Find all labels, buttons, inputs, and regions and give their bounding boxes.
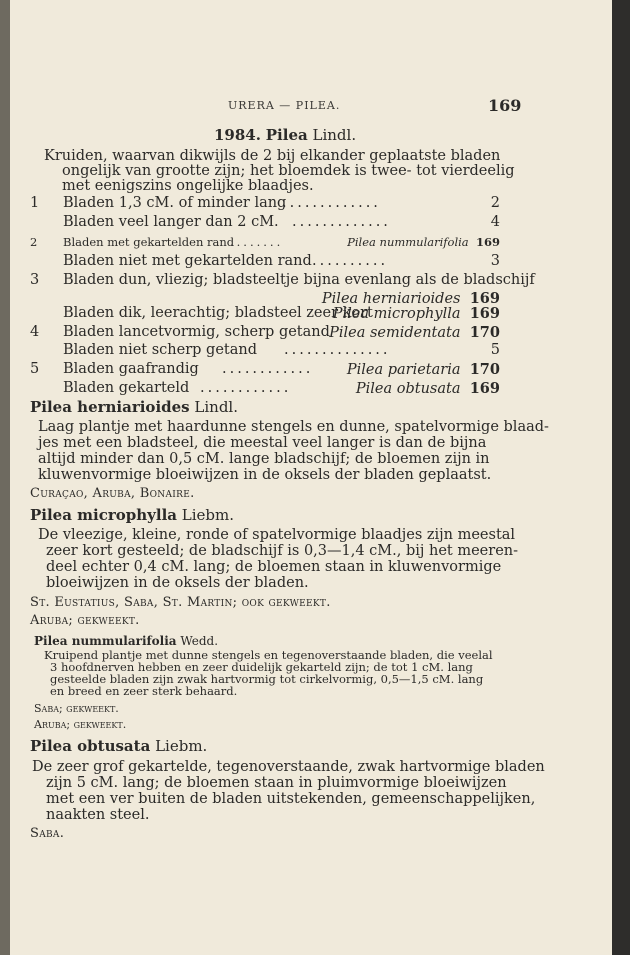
key-number: 2	[30, 235, 38, 249]
leader-dots: .............	[282, 195, 381, 211]
description-line: bloeiwijzen in de oksels der bladen.	[46, 575, 309, 591]
key-entry	[30, 381, 500, 396]
description-line: naakten steel.	[46, 807, 150, 823]
description-line: jes met een bladsteel, die meestal veel langer is dan de bijna	[38, 435, 487, 451]
key-entry	[30, 254, 500, 269]
key-result: Pilea microphylla	[332, 306, 461, 322]
species-heading	[34, 634, 218, 648]
leader-dots: ........	[230, 235, 284, 249]
species-heading	[30, 508, 234, 523]
genus-number: 1984.	[214, 126, 261, 144]
running-title: URERA — PILEA.	[228, 99, 341, 112]
key-text: Bladen 1,3 cM. of minder lang	[63, 195, 287, 211]
key-entry	[30, 196, 500, 211]
leader-dots: ............	[222, 361, 314, 377]
key-page: 170	[469, 361, 500, 378]
distribution: Curaçao, Aruba, Bonaire.	[30, 486, 195, 501]
genus-author: Lindl.	[312, 126, 357, 144]
key-page: 169	[469, 290, 500, 307]
distribution: Saba; gekweekt.	[34, 702, 119, 715]
species-heading	[30, 400, 238, 415]
page-number: 169	[488, 96, 522, 115]
species-author: Wedd.	[180, 634, 219, 648]
book-spine	[612, 0, 630, 955]
description-line: altijd minder dan 0,5 cM. lange bladschijf; de bloemen zijn in	[38, 451, 490, 467]
key-text: Bladen gaafrandig	[63, 361, 199, 377]
species-author: Liebm.	[181, 506, 235, 524]
description-line: en breed en zeer sterk behaard.	[50, 684, 238, 698]
key-entry	[30, 325, 500, 340]
description-line: Laag plantje met haardunne stengels en dunne, spatelvormige blaad-	[38, 419, 549, 435]
description-line: zeer kort gesteeld; de bladschijf is 0,3—1,4 cM., bij het meeren-	[46, 543, 519, 559]
key-text: Bladen lancetvormig, scherp getand	[63, 324, 330, 340]
leader-dots: ..........	[312, 253, 389, 269]
description-line: deel echter 0,4 cM. lang; de bloemen staan in kluwenvormige	[46, 559, 502, 575]
species-name: Pilea obtusata	[30, 737, 151, 755]
leader-dots: .............	[292, 214, 391, 230]
key-result: Pilea parietaria	[346, 362, 461, 378]
genus-name: Pilea	[265, 126, 308, 144]
key-result: 3	[490, 253, 500, 269]
key-number: 3	[30, 272, 40, 288]
key-entry	[30, 237, 500, 250]
description-line: kluwenvormige bloeiwijzen in de oksels der bladen geplaatst.	[38, 467, 492, 483]
description-line: De vleezige, kleine, ronde of spatelvormige blaadjes zijn meestal	[38, 527, 516, 543]
key-number: 1	[30, 195, 40, 211]
key-entry	[30, 272, 535, 288]
species-name: Pilea herniarioides	[30, 398, 190, 416]
key-result: Pilea nummularifolia	[347, 235, 469, 249]
key-page: 169	[475, 235, 500, 249]
description-line: 3 hoofdnerven hebben en zeer duidelijk gekarteld zijn; de tot 1 cM. lang	[50, 660, 473, 674]
key-number: 4	[30, 324, 40, 340]
description-line: Kruipend plantje met dunne stengels en tegenoverstaande bladen, die veelal	[44, 648, 493, 662]
key-entry	[30, 343, 500, 358]
leader-dots: ............	[200, 380, 292, 396]
species-name: Pilea microphylla	[30, 506, 177, 524]
key-page: 169	[469, 380, 500, 397]
distribution: Aruba; gekweekt.	[30, 613, 140, 628]
key-text: Bladen gekarteld	[63, 380, 190, 396]
intro-line: ongelijk van grootte zijn; het bloemdek is twee- tot vierdeelig	[62, 163, 515, 179]
key-text: Bladen dik, leerachtig; bladsteel zeer kort	[63, 305, 373, 321]
description-line: De zeer grof gekartelde, tegenoverstaande, zwak hartvormige bladen	[32, 759, 545, 775]
key-entry-result	[30, 291, 500, 306]
key-result: 5	[490, 342, 500, 358]
key-result: 4	[490, 214, 500, 230]
key-page: 170	[469, 324, 500, 341]
distribution: Saba.	[30, 826, 65, 841]
key-text: Bladen veel langer dan 2 cM.	[63, 214, 279, 230]
genus-heading	[214, 128, 356, 143]
key-result: Pilea herniarioides	[321, 291, 461, 307]
key-page: 169	[469, 305, 500, 322]
key-result: 2	[490, 195, 500, 211]
description-line: met een ver buiten de bladen uitstekenden, gemeenschappelijken,	[46, 791, 536, 807]
key-entry	[30, 362, 500, 377]
key-text: Bladen niet scherp getand	[63, 342, 258, 358]
key-result: Pilea semidentata	[329, 325, 461, 341]
key-text: Bladen dun, vliezig; bladsteeltje bijna evenlang als de bladschijf	[63, 272, 535, 288]
distribution: Aruba; gekweekt.	[34, 718, 127, 731]
description-line: gesteelde bladen zijn zwak hartvormig tot cirkelvormig, 0,5—1,5 cM. lang	[50, 672, 484, 686]
key-entry	[30, 306, 500, 321]
key-result: Pilea obtusata	[355, 381, 461, 397]
species-name: Pilea nummularifolia	[34, 634, 177, 648]
species-heading	[30, 739, 207, 754]
key-number: 5	[30, 361, 40, 377]
leader-dots: ..............	[284, 342, 391, 358]
intro-line: Kruiden, waarvan dikwijls de 2 bij elkander geplaatste bladen	[44, 148, 501, 164]
species-author: Liebm.	[155, 737, 208, 755]
description-line: zijn 5 cM. lang; de bloemen staan in pluimvormige bloeiwijzen	[46, 775, 507, 791]
species-author: Lindl.	[194, 398, 238, 416]
intro-line: met eenigszins ongelijke blaadjes.	[62, 178, 314, 194]
key-entry	[30, 215, 500, 230]
distribution: St. Eustatius, Saba, St. Martin; ook gekweekt.	[30, 595, 331, 610]
key-text: Bladen met gekartelden rand	[63, 235, 235, 249]
key-text: Bladen niet met gekartelden rand	[63, 253, 312, 269]
